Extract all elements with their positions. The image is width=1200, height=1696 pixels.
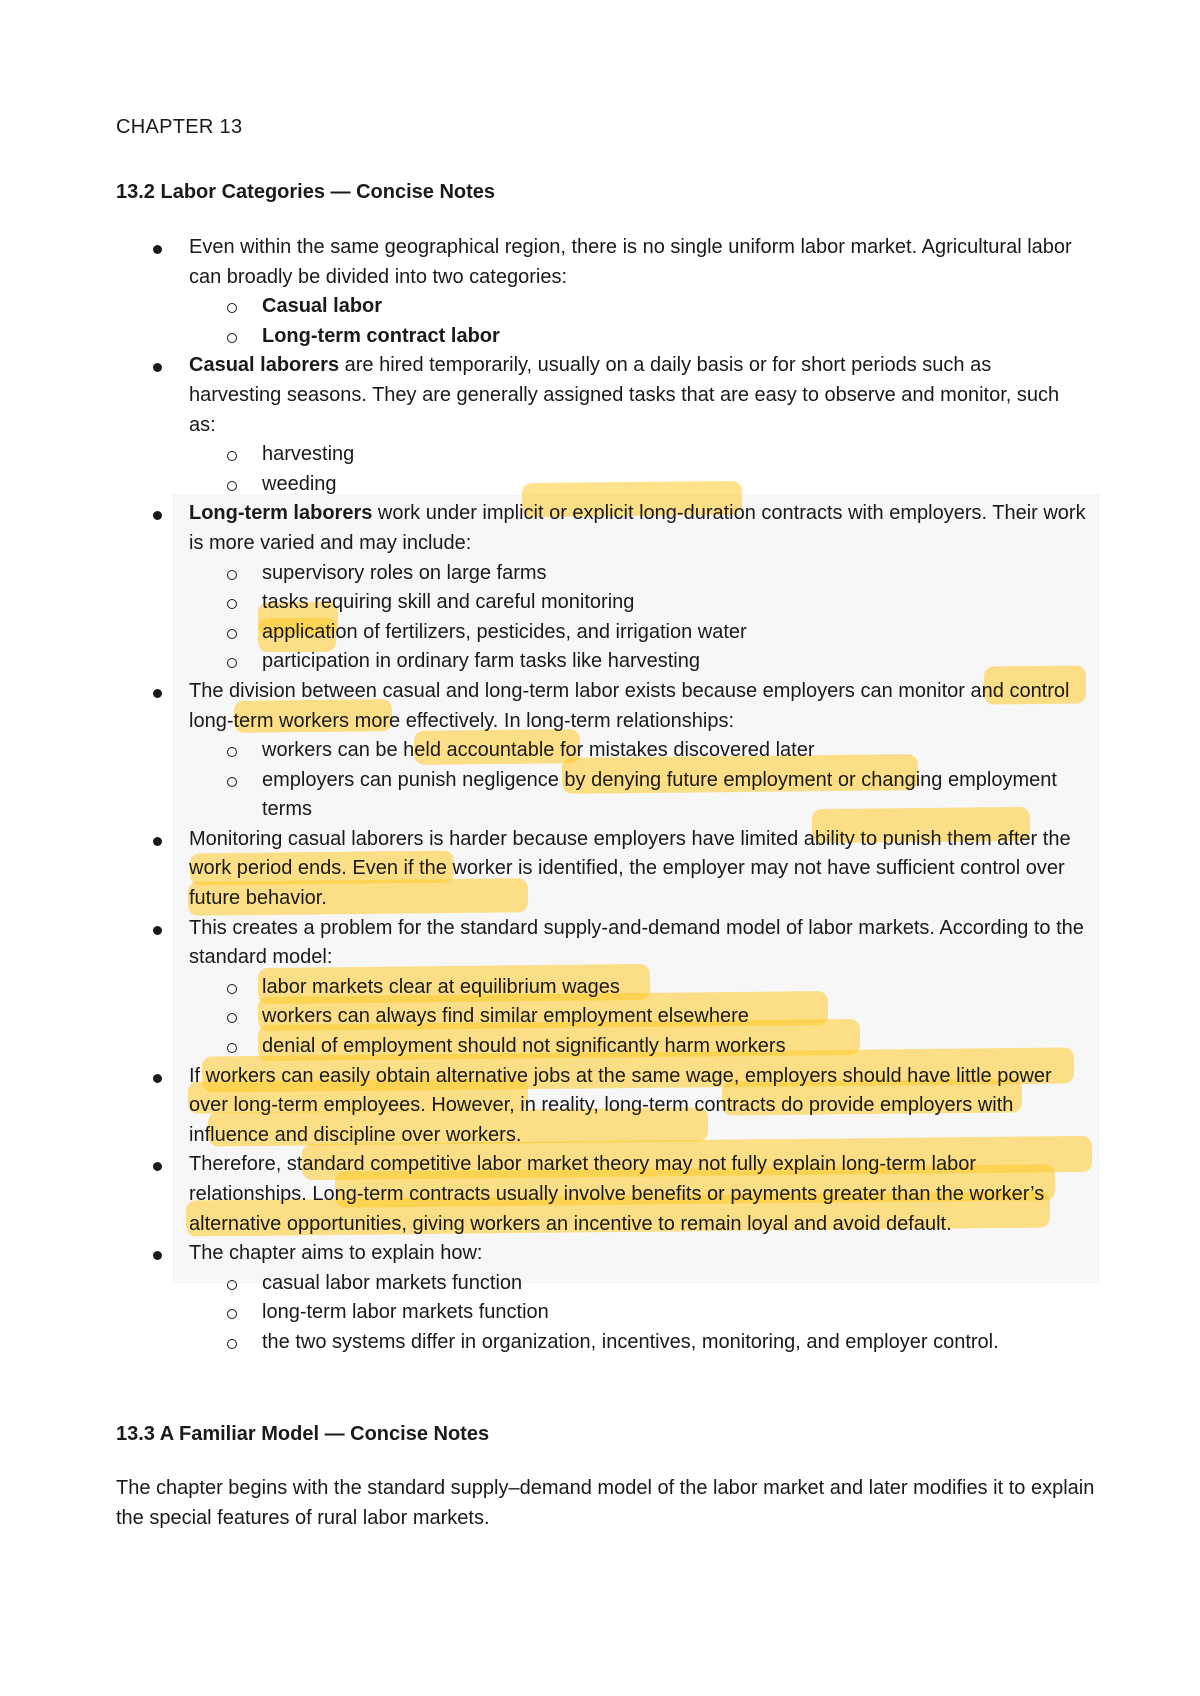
list-item: [0, 1062, 1089, 1151]
list-item: [0, 914, 1089, 1062]
sub-list-item: the two systems differ in organization, incentives, monitoring, and employer control.: [189, 1328, 1089, 1358]
body-paragraph: The chapter begins with the standard supply–demand model of the labor market and later modifies it to explain the special features of rural labor markets.: [116, 1477, 1095, 1529]
sub-list-item: weeding: [189, 470, 1089, 500]
list-item: [0, 1239, 1089, 1357]
sub-list-item: labor markets clear at equilibrium wages: [189, 973, 1089, 1003]
list-item: [0, 351, 1089, 499]
list-item: [0, 233, 1089, 351]
sub-list-item: tasks requiring skill and careful monitoring: [189, 588, 1089, 618]
section-title: 13.3 A Familiar Model — Concise Notes: [116, 1423, 490, 1445]
sub-list-item: Long-term contract labor: [189, 322, 1089, 352]
section-bullet-list: [0, 233, 1200, 1358]
sub-list: [189, 559, 1089, 677]
section-title: 13.2 Labor Categories — Concise Notes: [116, 181, 496, 203]
bullet-text: work under implicit or explicit long-duration contracts with employers. Their work is more varied and may include:: [189, 502, 1086, 554]
bullet-text: The chapter aims to explain how:: [189, 1242, 483, 1265]
sub-list-item: harvesting: [189, 440, 1089, 470]
bullet-text: The division between casual and long-term labor exists because employers can monitor and control long-term workers more effectively. In long-term relationships:: [189, 679, 1070, 732]
bullet-text: Therefore, standard competitive labor market theory may not fully explain long-term labor relationships. Long-term contracts usually involve benefits or payments greater than the worker’s alternative opportunities, giving workers an incentive to remain loyal and avoid default.: [189, 1153, 1045, 1235]
list-item: [0, 677, 1089, 825]
sub-list: [189, 1269, 1089, 1358]
bullet-lead: Casual laborers: [189, 354, 340, 377]
sub-list: [189, 440, 1089, 499]
bullet-text: Monitoring casual laborers is harder because employers have limited ability to punish them after the work period ends. Even if the worker is identified, the employer may not have sufficient control over future behavior.: [189, 827, 1071, 910]
sub-list-item: employers can punish negligence by denying future employment or changing employment terms: [189, 766, 1089, 825]
sub-list-item: Casual labor: [189, 292, 1089, 322]
sub-list-item: casual labor markets function: [189, 1269, 1089, 1299]
sub-list-item: workers can be held accountable for mistakes discovered later: [189, 736, 1089, 766]
bullet-text: If workers can easily obtain alternative jobs at the same wage, employers should have little power over long-term employees. However, in reality, long-term contracts do provide employers with influence and discipline over workers.: [189, 1064, 1052, 1146]
bullet-lead: Long-term laborers: [189, 502, 373, 525]
bullet-text: This creates a problem for the standard supply-and-demand model of labor markets. According to the standard model:: [189, 916, 1084, 969]
sub-list-item: denial of employment should not significantly harm workers: [189, 1032, 1089, 1062]
sub-list-item: participation in ordinary farm tasks like harvesting: [189, 647, 1089, 677]
list-item: [0, 1150, 1089, 1239]
sub-list: [189, 292, 1089, 351]
sub-list-item: supervisory roles on large farms: [189, 559, 1089, 589]
sub-list: [189, 973, 1089, 1062]
sub-list-item: long-term labor markets function: [189, 1298, 1089, 1328]
sub-list: [189, 736, 1089, 825]
bullet-text: are hired temporarily, usually on a daily basis or for short periods such as harvesting seasons. They are generally assigned tasks that are easy to observe and monitor, such as:: [189, 354, 1060, 436]
sub-list-item: workers can always find similar employment elsewhere: [189, 1002, 1089, 1032]
bullet-text: Even within the same geographical region, there is no single uniform labor market. Agricultural labor can broadly be divided into two categories:: [189, 236, 1072, 288]
list-item: [0, 825, 1089, 914]
sub-list-item: application of fertilizers, pesticides, and irrigation water: [189, 618, 1089, 648]
list-item: [0, 499, 1089, 677]
chapter-heading: CHAPTER 13: [116, 116, 243, 138]
